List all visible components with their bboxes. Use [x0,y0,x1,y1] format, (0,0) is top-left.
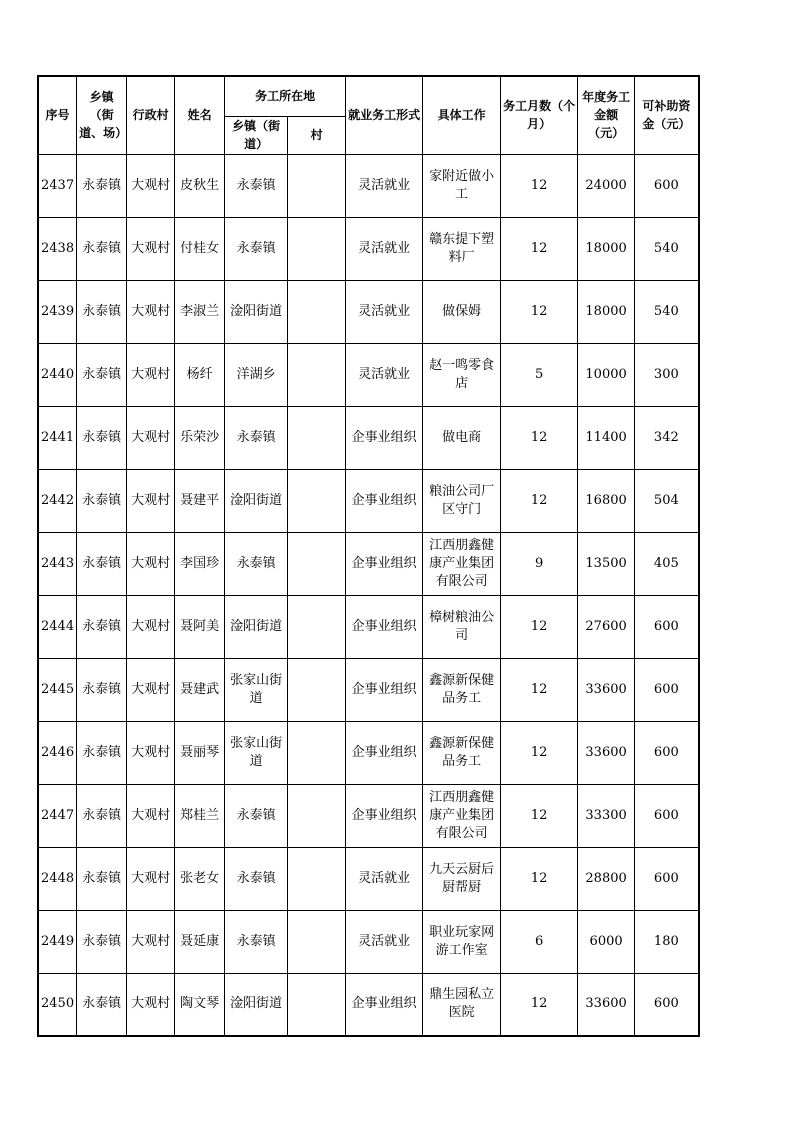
cell-location-town: 张家山街道 [225,721,288,784]
cell-subsidy: 600 [635,784,699,847]
cell-job: 做电商 [423,406,501,469]
cell-location-village [288,280,346,343]
cell-months: 12 [501,784,578,847]
cell-subsidy: 600 [635,154,699,217]
table-row [38,532,699,595]
table-row [38,469,699,532]
cell-location-village [288,532,346,595]
cell-job: 鼎生园私立医院 [423,973,501,1036]
cell-income: 33300 [578,784,635,847]
cell-income: 24000 [578,154,635,217]
cell-subsidy: 540 [635,280,699,343]
cell-income: 33600 [578,721,635,784]
table-row [38,658,699,721]
cell-name: 李国珍 [175,532,225,595]
cell-seq: 2446 [38,721,77,784]
cell-job: 鑫源新保健品务工 [423,658,501,721]
cell-town: 永泰镇 [77,595,127,658]
cell-job: 职业玩家网游工作室 [423,910,501,973]
cell-village: 大观村 [127,406,175,469]
cell-town: 永泰镇 [77,217,127,280]
cell-seq: 2449 [38,910,77,973]
cell-job: 鑫源新保健品务工 [423,721,501,784]
cell-village: 大观村 [127,217,175,280]
table-row [38,847,699,910]
table-row [38,721,699,784]
cell-location-town: 永泰镇 [225,154,288,217]
cell-village: 大观村 [127,595,175,658]
cell-name: 皮秋生 [175,154,225,217]
cell-income: 11400 [578,406,635,469]
header-employment-form: 就业务工形式 [346,76,423,154]
cell-subsidy: 405 [635,532,699,595]
cell-employment-form: 企事业组织 [346,658,423,721]
cell-seq: 2444 [38,595,77,658]
table-row [38,595,699,658]
cell-name: 陶文琴 [175,973,225,1036]
header-work-location: 务工所在地 [225,76,346,116]
cell-months: 12 [501,406,578,469]
cell-location-village [288,910,346,973]
cell-employment-form: 企事业组织 [346,784,423,847]
header-subsidy: 可补助资金（元） [635,76,699,154]
cell-location-village [288,973,346,1036]
cell-village: 大观村 [127,910,175,973]
cell-name: 付桂女 [175,217,225,280]
cell-employment-form: 灵活就业 [346,343,423,406]
cell-seq: 2439 [38,280,77,343]
cell-employment-form: 灵活就业 [346,217,423,280]
header-village: 行政村 [127,76,175,154]
cell-income: 27600 [578,595,635,658]
cell-income: 33600 [578,973,635,1036]
cell-town: 永泰镇 [77,658,127,721]
cell-seq: 2442 [38,469,77,532]
header-income: 年度务工金额（元） [578,76,635,154]
cell-town: 永泰镇 [77,343,127,406]
cell-location-town: 永泰镇 [225,406,288,469]
cell-town: 永泰镇 [77,847,127,910]
cell-location-town: 张家山街道 [225,658,288,721]
cell-name: 聂阿美 [175,595,225,658]
cell-employment-form: 企事业组织 [346,721,423,784]
cell-village: 大观村 [127,532,175,595]
cell-name: 聂建平 [175,469,225,532]
cell-village: 大观村 [127,280,175,343]
cell-months: 12 [501,973,578,1036]
cell-job: 赣东提下塑料厂 [423,217,501,280]
cell-location-village [288,658,346,721]
cell-name: 郑桂兰 [175,784,225,847]
table-row [38,406,699,469]
cell-months: 12 [501,217,578,280]
cell-seq: 2441 [38,406,77,469]
cell-name: 杨纤 [175,343,225,406]
cell-town: 永泰镇 [77,910,127,973]
cell-seq: 2438 [38,217,77,280]
table-row [38,343,699,406]
cell-employment-form: 灵活就业 [346,910,423,973]
cell-location-town: 永泰镇 [225,847,288,910]
table-row [38,280,699,343]
cell-months: 12 [501,595,578,658]
cell-job: 江西朋鑫健康产业集团有限公司 [423,784,501,847]
cell-village: 大观村 [127,343,175,406]
cell-subsidy: 300 [635,343,699,406]
cell-name: 张老女 [175,847,225,910]
cell-location-town: 淦阳街道 [225,595,288,658]
cell-seq: 2448 [38,847,77,910]
cell-job: 九天云厨后厨帮厨 [423,847,501,910]
table-row [38,973,699,1036]
cell-location-village [288,406,346,469]
cell-location-village [288,721,346,784]
header-name: 姓名 [175,76,225,154]
cell-income: 33600 [578,658,635,721]
cell-village: 大观村 [127,973,175,1036]
cell-location-town: 永泰镇 [225,532,288,595]
cell-location-town: 淦阳街道 [225,469,288,532]
header-location-village: 村 [288,116,346,154]
cell-location-village [288,217,346,280]
cell-town: 永泰镇 [77,721,127,784]
cell-income: 18000 [578,217,635,280]
cell-seq: 2440 [38,343,77,406]
header-town: 乡镇（街道、场） [77,76,127,154]
cell-location-village [288,343,346,406]
cell-income: 6000 [578,910,635,973]
cell-job: 粮油公司厂区守门 [423,469,501,532]
header-location-town: 乡镇（街道） [225,116,288,154]
cell-location-town: 永泰镇 [225,910,288,973]
cell-employment-form: 灵活就业 [346,280,423,343]
cell-subsidy: 600 [635,658,699,721]
cell-village: 大观村 [127,847,175,910]
cell-village: 大观村 [127,469,175,532]
cell-job: 樟树粮油公司 [423,595,501,658]
cell-location-village [288,469,346,532]
cell-village: 大观村 [127,154,175,217]
cell-income: 16800 [578,469,635,532]
cell-village: 大观村 [127,784,175,847]
cell-subsidy: 504 [635,469,699,532]
header-job: 具体工作 [423,76,501,154]
cell-seq: 2443 [38,532,77,595]
cell-village: 大观村 [127,721,175,784]
cell-location-town: 洋湖乡 [225,343,288,406]
cell-location-town: 永泰镇 [225,217,288,280]
table-body [38,154,699,1036]
cell-town: 永泰镇 [77,154,127,217]
cell-seq: 2445 [38,658,77,721]
cell-location-town: 淦阳街道 [225,280,288,343]
table-row [38,217,699,280]
header-months: 务工月数（个月） [501,76,578,154]
cell-employment-form: 灵活就业 [346,847,423,910]
cell-subsidy: 600 [635,973,699,1036]
cell-employment-form: 企事业组织 [346,973,423,1036]
cell-town: 永泰镇 [77,973,127,1036]
cell-town: 永泰镇 [77,469,127,532]
cell-income: 18000 [578,280,635,343]
cell-location-village [288,847,346,910]
cell-months: 12 [501,469,578,532]
cell-town: 永泰镇 [77,532,127,595]
table-row [38,910,699,973]
cell-months: 5 [501,343,578,406]
cell-location-town: 永泰镇 [225,784,288,847]
subsidy-table [37,75,700,1037]
cell-subsidy: 600 [635,721,699,784]
cell-months: 9 [501,532,578,595]
cell-town: 永泰镇 [77,406,127,469]
cell-months: 12 [501,154,578,217]
cell-job: 赵一鸣零食店 [423,343,501,406]
cell-months: 12 [501,721,578,784]
header-row-top [38,76,699,116]
cell-town: 永泰镇 [77,784,127,847]
table-row [38,154,699,217]
cell-employment-form: 企事业组织 [346,595,423,658]
cell-location-village [288,784,346,847]
table-row [38,784,699,847]
cell-village: 大观村 [127,658,175,721]
cell-name: 聂建武 [175,658,225,721]
cell-name: 聂丽琴 [175,721,225,784]
cell-income: 13500 [578,532,635,595]
cell-employment-form: 企事业组织 [346,532,423,595]
cell-employment-form: 企事业组织 [346,406,423,469]
header-seq: 序号 [38,76,77,154]
cell-income: 10000 [578,343,635,406]
cell-months: 12 [501,658,578,721]
cell-seq: 2437 [38,154,77,217]
cell-subsidy: 600 [635,847,699,910]
cell-name: 乐荣沙 [175,406,225,469]
cell-job: 家附近做小工 [423,154,501,217]
cell-subsidy: 180 [635,910,699,973]
cell-income: 28800 [578,847,635,910]
cell-job: 做保姆 [423,280,501,343]
cell-employment-form: 企事业组织 [346,469,423,532]
cell-months: 6 [501,910,578,973]
cell-location-village [288,154,346,217]
cell-seq: 2450 [38,973,77,1036]
cell-subsidy: 540 [635,217,699,280]
cell-town: 永泰镇 [77,280,127,343]
cell-location-town: 淦阳街道 [225,973,288,1036]
cell-months: 12 [501,280,578,343]
cell-subsidy: 342 [635,406,699,469]
cell-location-village [288,595,346,658]
cell-employment-form: 灵活就业 [346,154,423,217]
cell-months: 12 [501,847,578,910]
cell-job: 江西朋鑫健康产业集团有限公司 [423,532,501,595]
cell-name: 聂延康 [175,910,225,973]
cell-seq: 2447 [38,784,77,847]
cell-subsidy: 600 [635,595,699,658]
cell-name: 李淑兰 [175,280,225,343]
